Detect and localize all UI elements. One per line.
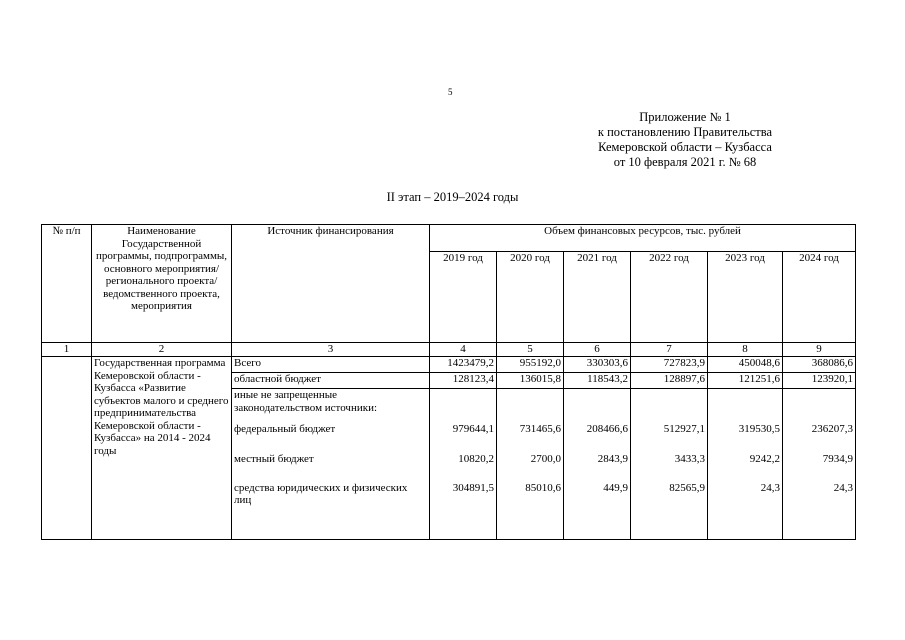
value-cell: 2843,9	[564, 453, 631, 482]
value-cell: 7934,9	[783, 453, 856, 482]
column-number-row	[42, 343, 856, 357]
value-cell: 450048,6	[708, 357, 783, 373]
value-cell: 9242,2	[708, 453, 783, 482]
value-cell: 319530,5	[708, 423, 783, 453]
column-number: 5	[497, 343, 564, 357]
value-cell: 128123,4	[430, 373, 497, 389]
value-cell: 512927,1	[631, 423, 708, 453]
header-year-2023: 2023 год	[708, 252, 783, 343]
value-cell	[708, 389, 783, 423]
value-cell: 449,9	[564, 482, 631, 540]
value-cell: 3433,3	[631, 453, 708, 482]
value-cell: 955192,0	[497, 357, 564, 373]
value-cell: 128897,6	[631, 373, 708, 389]
value-cell: 85010,6	[497, 482, 564, 540]
header-source: Источник финансирования	[232, 225, 430, 343]
value-cell	[631, 389, 708, 423]
header-name: Наименование Государственной программы, подпрограммы, основного мероприятия/ регионального проекта/ ведомственного проекта, мероприятия	[92, 225, 232, 343]
value-cell: 118543,2	[564, 373, 631, 389]
value-cell: 330303,6	[564, 357, 631, 373]
appendix-line-4: от 10 февраля 2021 г. № 68	[613, 155, 757, 169]
value-cell	[564, 389, 631, 423]
value-cell: 121251,6	[708, 373, 783, 389]
column-number: 3	[232, 343, 430, 357]
column-number: 9	[783, 343, 856, 357]
appendix-block	[560, 110, 810, 170]
value-cell	[430, 389, 497, 423]
header-volume: Объем финансовых ресурсов, тыс. рублей	[430, 225, 856, 252]
value-cell: 82565,9	[631, 482, 708, 540]
column-number: 1	[42, 343, 92, 357]
value-cell: 304891,5	[430, 482, 497, 540]
appendix-line-2: к постановлению Правительства	[597, 125, 773, 139]
program-name: Государственная программа Кемеровской области - Кузбасса «Развитие субъектов малого и среднего предпринимательства Кемеровской области - Кузбасса» на 2014 - 2024 годы	[92, 357, 232, 540]
appendix-line-1: Приложение № 1	[639, 110, 731, 124]
header-year-2020: 2020 год	[497, 252, 564, 343]
value-cell: 2700,0	[497, 453, 564, 482]
table-row	[42, 357, 856, 373]
column-number: 7	[631, 343, 708, 357]
value-cell: 24,3	[783, 482, 856, 540]
value-cell: 236207,3	[783, 423, 856, 453]
value-cell: 136015,8	[497, 373, 564, 389]
appendix-line-3: Кемеровской области – Кузбасса	[598, 140, 772, 154]
source-cell: местный бюджет	[232, 453, 430, 482]
value-cell: 368086,6	[783, 357, 856, 373]
page-number: 5	[448, 87, 453, 97]
value-cell: 727823,9	[631, 357, 708, 373]
row-num-cell	[42, 357, 92, 540]
value-cell	[783, 389, 856, 423]
value-cell: 24,3	[708, 482, 783, 540]
value-cell: 123920,1	[783, 373, 856, 389]
value-cell: 731465,6	[497, 423, 564, 453]
header-year-2024: 2024 год	[783, 252, 856, 343]
column-number: 4	[430, 343, 497, 357]
financing-table	[41, 224, 856, 540]
value-cell: 1423479,2	[430, 357, 497, 373]
source-cell: федеральный бюджет	[232, 423, 430, 453]
header-year-2019: 2019 год	[430, 252, 497, 343]
column-number: 8	[708, 343, 783, 357]
column-number: 6	[564, 343, 631, 357]
source-cell: Всего	[232, 357, 430, 373]
value-cell: 208466,6	[564, 423, 631, 453]
value-cell: 10820,2	[430, 453, 497, 482]
value-cell: 979644,1	[430, 423, 497, 453]
source-cell: средства юридических и физических лиц	[232, 482, 430, 540]
header-num: № п/п	[42, 225, 92, 343]
header-year-2021: 2021 год	[564, 252, 631, 343]
value-cell	[497, 389, 564, 423]
source-cell: областной бюджет	[232, 373, 430, 389]
header-year-2022: 2022 год	[631, 252, 708, 343]
stage-title: II этап – 2019–2024 годы	[386, 190, 519, 204]
column-number: 2	[92, 343, 232, 357]
source-cell: иные не запрещенные законодательством источники:	[232, 389, 430, 423]
